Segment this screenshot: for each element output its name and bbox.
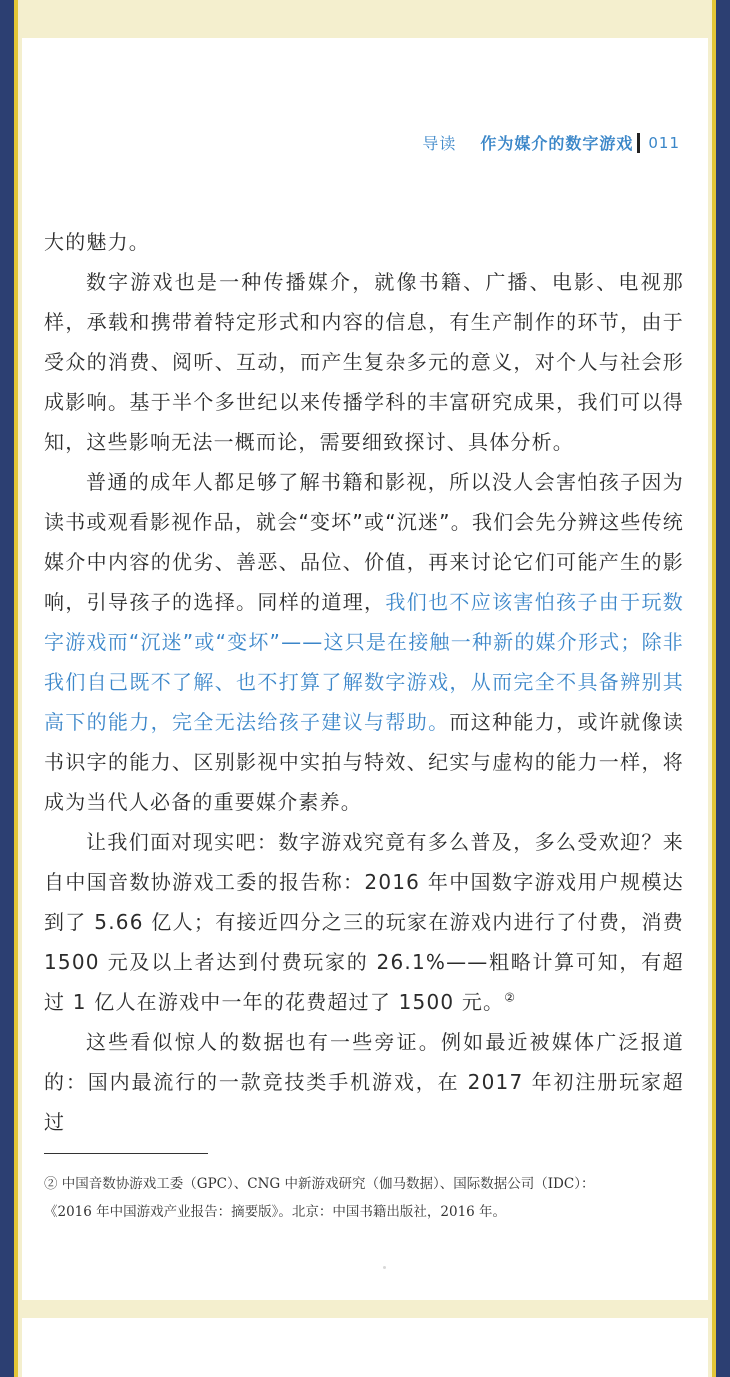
- paragraph: [44, 462, 684, 822]
- highlighted-text: 我们也不应该害怕孩子由于玩数字游戏而“沉迷”或“变坏”——这只是在接触一种新的媒介形式；除非我们自己既不了解、也不打算了解数字游戏，从而完全不具备辨别其高下的能力，完全无法给孩子建议与帮助。: [44, 590, 684, 734]
- paragraph: 这些看似惊人的数据也有一些旁证。例如最近被媒体广泛报道的：国内最流行的一款竞技类手机游戏，在 2017 年初注册玩家超过: [44, 1030, 684, 1134]
- paragraph: [44, 822, 684, 1022]
- footnote-divider: [44, 1153, 208, 1154]
- right-frame-border: [712, 0, 730, 1377]
- next-page-edge: [22, 1318, 708, 1377]
- page-number: 011: [648, 133, 680, 152]
- footnote-marker[interactable]: ②: [504, 990, 517, 1005]
- paragraph-text: 普通的成年人都足够了解书籍和影视，所以没人会害怕孩子因为读书或观看影视作品，就会“变坏”或“沉迷”。我们会先分辨这些传统媒介中内容的优劣、善恶、品位、价值，再来讨论它们可能产生的影响，引导孩子的选择。同样的道理，: [44, 470, 684, 614]
- page-speck: [383, 1266, 386, 1269]
- footnote-line: ② 中国音数协游戏工委（GPC）、CNG 中新游戏研究（伽马数据）、国际数据公司（IDC）：: [44, 1176, 595, 1192]
- footnote: [44, 1170, 684, 1226]
- paragraph-text: 让我们面对现实吧：数字游戏究竟有多么普及，多么受欢迎？来自中国音数协游戏工委的报告称：2016 年中国数字游戏用户规模达到了 5.66 亿人；有接近四分之三的玩家在游戏内进行了付费，消费 1500 元及以上者达到付费玩家的 26.1%——粗略计算可知，有超过 1 亿人在游戏中一年的花费超过了 1500 元。: [44, 830, 684, 1014]
- left-frame-border: [0, 0, 18, 1377]
- paragraph: 数字游戏也是一种传播媒介，就像书籍、广播、电影、电视那样，承载和携带着特定形式和内容的信息，有生产制作的环节，由于受众的消费、阅听、互动，而产生复杂多元的意义，对个人与社会形成影响。基于半个多世纪以来传播学科的丰富研究成果，我们可以得知，这些影响无法一概而论，需要细致探讨、具体分析。: [44, 270, 684, 454]
- running-header: [422, 131, 680, 154]
- header-title: 作为媒介的数字游戏: [480, 134, 634, 153]
- body-text: [44, 222, 684, 1142]
- footnote-line: 《2016 年中国游戏产业报告：摘要版》。北京：中国书籍出版社，2016 年。: [44, 1204, 507, 1220]
- paragraph-text: 而这种能力，或许就像读书识字的能力、区别影视中实拍与特效、纪实与虚构的能力一样，将成为当代人必备的重要媒介素养。: [44, 710, 684, 814]
- header-divider: [637, 133, 640, 153]
- header-section: 导读: [422, 134, 457, 153]
- paragraph: 大的魅力。: [44, 230, 150, 254]
